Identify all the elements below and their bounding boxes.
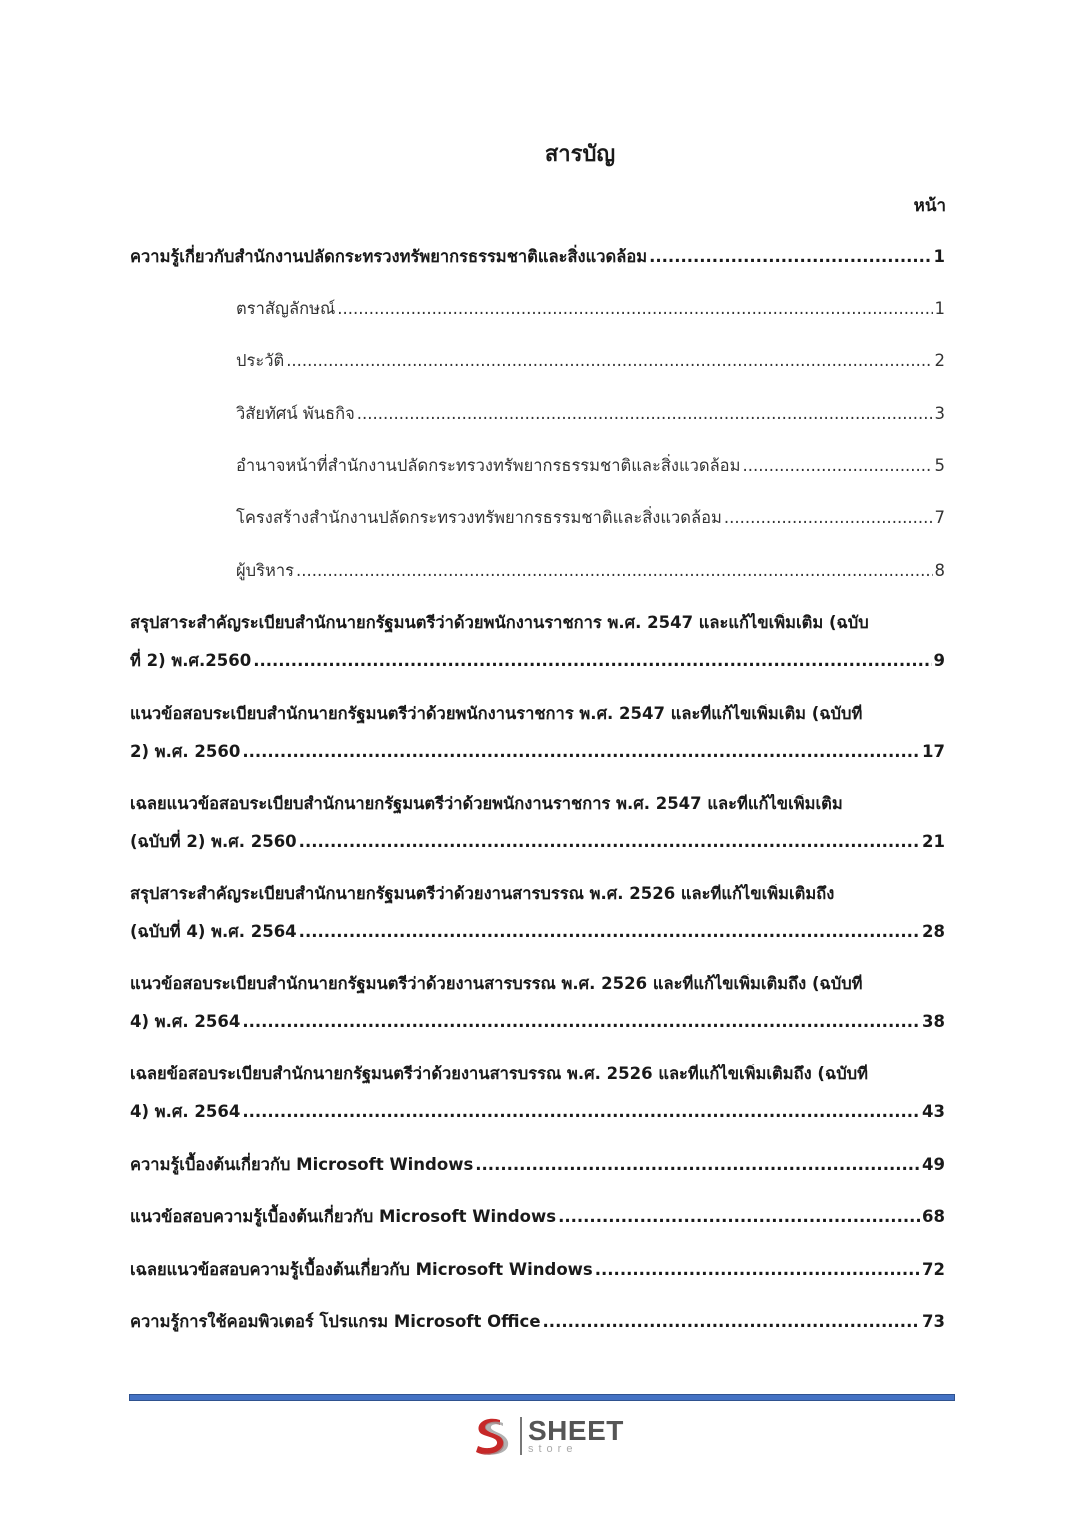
page-column-header: หน้า (913, 196, 946, 216)
dot-leader (649, 247, 931, 267)
toc-entry-title-line2: (ฉบับที่ 4) พ.ศ. 2564 (130, 922, 297, 941)
toc-entry[interactable] (130, 247, 945, 267)
dot-leader (357, 404, 933, 424)
toc-subentry[interactable] (236, 561, 945, 581)
toc-entry-page: 8 (934, 561, 945, 580)
dot-leader (242, 1102, 920, 1122)
logo-separator (520, 1417, 522, 1455)
toc-subentry[interactable] (236, 456, 945, 476)
toc-entry-page: 17 (922, 742, 945, 761)
toc-entry-page: 72 (922, 1260, 945, 1279)
dot-leader (299, 922, 920, 942)
toc-entry-page: 5 (934, 456, 945, 475)
toc-entry-page: 49 (922, 1155, 945, 1174)
toc-entry-title: ความรู้เบื้องต้นเกี่ยวกับ Microsoft Windows (130, 1155, 474, 1174)
toc-entry-title: ตราสัญลักษณ์ (236, 299, 336, 318)
toc-entry-title-line2: 2) พ.ศ. 2560 (130, 742, 241, 761)
dot-leader (724, 508, 933, 528)
dot-leader (543, 1312, 921, 1332)
toc-entry[interactable] (130, 1207, 945, 1227)
toc-entry-title-line1: เฉลยแนวข้อสอบระเบียบสำนักนายกรัฐมนตรีว่าด้วยพนักงานราชการ พ.ศ. 2547 และที่แก้ไขเพิ่มเติม (130, 794, 843, 813)
dot-leader (337, 299, 932, 319)
toc-entry[interactable] (130, 1064, 945, 1122)
toc-entry-page: 21 (922, 832, 945, 851)
toc-entry-title-line1: เฉลยข้อสอบระเบียบสำนักนายกรัฐมนตรีว่าด้วยงานสารบรรณ พ.ศ. 2526 และที่แก้ไขเพิ่มเติมถึง (ฉบับที่ (130, 1064, 869, 1083)
toc-entry-title-line1: แนวข้อสอบระเบียบสำนักนายกรัฐมนตรีว่าด้วยพนักงานราชการ พ.ศ. 2547 และที่แก้ไขเพิ่มเติม (ฉบับที่ (130, 704, 863, 723)
toc-entry-page: 7 (934, 508, 945, 527)
toc-entry[interactable] (130, 974, 945, 1032)
toc-entry[interactable] (130, 1260, 945, 1280)
footer-divider-bar (129, 1394, 955, 1401)
dot-leader (286, 351, 932, 371)
toc-entry-title: ผู้บริหาร (236, 561, 295, 580)
toc-subentry[interactable] (236, 508, 945, 528)
toc-entry-title: ความรู้การใช้คอมพิวเตอร์ โปรแกรม Microsoft Office (130, 1312, 541, 1331)
toc-entry-page: 9 (933, 651, 945, 670)
toc-entry-page: 3 (934, 404, 945, 423)
toc-entry-title: ความรู้เกี่ยวกับสำนักงานปลัดกระทรวงทรัพยากรธรรมชาติและสิ่งแวดล้อม (130, 247, 648, 266)
toc-entry[interactable] (130, 613, 945, 671)
toc-entry-title-line2: (ฉบับที่ 2) พ.ศ. 2560 (130, 832, 297, 851)
toc-entry-title: วิสัยทัศน์ พันธกิจ (236, 404, 355, 423)
toc-entry-title-line1: สรุปสาระสำคัญระเบียบสำนักนายกรัฐมนตรีว่าด้วยพนักงานราชการ พ.ศ. 2547 และแก้ไขเพิ่มเติม (ฉบับ (130, 613, 869, 632)
toc-entry-page: 1 (933, 247, 945, 266)
toc-entry-title-line1: สรุปสาระสำคัญระเบียบสำนักนายกรัฐมนตรีว่าด้วยงานสารบรรณ พ.ศ. 2526 และที่แก้ไขเพิ่มเติมถึง (130, 884, 835, 903)
footer-logo (470, 1414, 624, 1458)
toc-entry[interactable] (130, 704, 945, 762)
toc-entry-title: อำนาจหน้าที่สำนักงานปลัดกระทรวงทรัพยากรธรรมชาติและสิ่งแวดล้อม (236, 456, 741, 475)
toc-entry-page: 68 (922, 1207, 945, 1226)
sheet-store-s-logo-icon (470, 1414, 514, 1458)
toc-entry-title-line2: 4) พ.ศ. 2564 (130, 1102, 241, 1121)
toc-entry-title: โครงสร้างสำนักงานปลัดกระทรวงทรัพยากรธรรมชาติและสิ่งแวดล้อม (236, 508, 722, 527)
dot-leader (558, 1207, 920, 1227)
toc-entry[interactable] (130, 884, 945, 942)
toc-entry[interactable] (130, 1312, 945, 1332)
toc-subentry[interactable] (236, 351, 945, 371)
dot-leader (253, 651, 931, 671)
toc-entry[interactable] (130, 1155, 945, 1175)
dot-leader (299, 832, 920, 852)
toc-entry-title: เฉลยแนวข้อสอบความรู้เบื้องต้นเกี่ยวกับ Microsoft Windows (130, 1260, 593, 1279)
page-title: สารบัญ (544, 142, 616, 167)
toc-entry-title-line2: 4) พ.ศ. 2564 (130, 1012, 241, 1031)
logo-brand-text: SHEET (528, 1415, 624, 1446)
dot-leader (242, 742, 920, 762)
toc-entry-title-line1: แนวข้อสอบระเบียบสำนักนายกรัฐมนตรีว่าด้วยงานสารบรรณ พ.ศ. 2526 และที่แก้ไขเพิ่มเติมถึง (ฉบับที่ (130, 974, 863, 993)
dot-leader (475, 1155, 920, 1175)
toc-entry-page: 38 (922, 1012, 945, 1031)
toc-subentry[interactable] (236, 404, 945, 424)
dot-leader (742, 456, 932, 476)
toc-entry-page: 43 (922, 1102, 945, 1121)
toc-entry-page: 73 (922, 1312, 945, 1331)
toc-entry-page: 2 (934, 351, 945, 370)
toc-entry[interactable] (130, 794, 945, 852)
dot-leader (595, 1260, 920, 1280)
toc-entry-title: ประวัติ (236, 351, 285, 370)
dot-leader (242, 1012, 920, 1032)
toc-entry-page: 1 (934, 299, 945, 318)
logo-sub-text: store (528, 1443, 578, 1455)
toc-entry-title: แนวข้อสอบความรู้เบื้องต้นเกี่ยวกับ Microsoft Windows (130, 1207, 557, 1226)
dot-leader (296, 561, 932, 581)
toc-entry-title-line2: ที่ 2) พ.ศ.2560 (130, 651, 252, 670)
toc-subentry[interactable] (236, 299, 945, 319)
toc-entry-page: 28 (922, 922, 945, 941)
